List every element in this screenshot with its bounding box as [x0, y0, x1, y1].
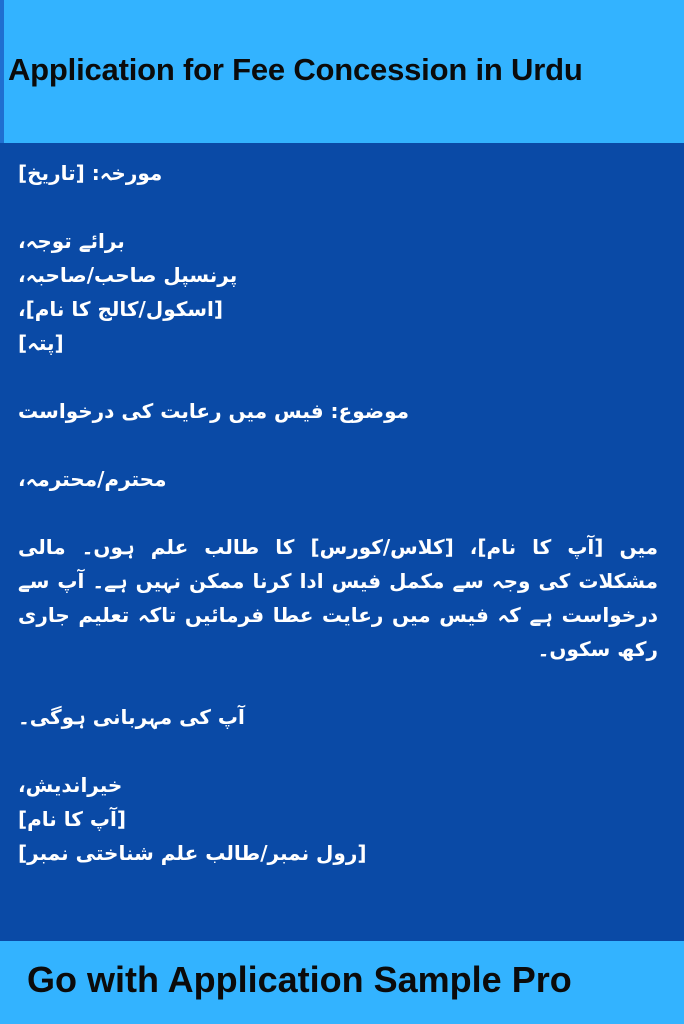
letter-subject: موضوع: فیس میں رعایت کی درخواست	[18, 399, 409, 423]
footer-tagline: Go with Application Sample Pro	[27, 959, 572, 1000]
header-edge-stripe	[0, 0, 4, 143]
spacer	[18, 360, 658, 394]
spacer	[18, 190, 658, 224]
header-banner	[0, 0, 684, 143]
letter-body: میں [آپ کا نام]، [کلاس/کورس] کا طالب علم ہوں۔ مالی مشکلات کی وجہ سے مکمل فیس ادا کرنا ممکن نہیں ہے۔ آپ سے درخواست ہے کہ فیس میں رعایت عطا فرمائیں تاکہ تعلیم جاری رکھ سکوں۔	[18, 535, 658, 661]
letter-attention: برائے توجہ،	[18, 229, 125, 253]
footer-banner	[0, 941, 684, 1024]
spacer	[18, 734, 658, 768]
letter-closing-request: آپ کی مہربانی ہوگی۔	[18, 705, 245, 729]
letter-sender-name: [آپ کا نام]	[18, 807, 126, 831]
letter-recipient-title: پرنسپل صاحب/صاحبہ،	[18, 263, 238, 287]
spacer	[18, 496, 658, 530]
page-title: Application for Fee Concession in Urdu	[8, 52, 583, 87]
letter-sign-off: خیراندیش،	[18, 773, 123, 797]
letter-date: مورخہ: [تاریخ]	[18, 161, 163, 185]
letter-sender-id: [رول نمبر/طالب علم شناختی نمبر]	[18, 841, 367, 865]
spacer	[18, 666, 658, 700]
letter-institution: [اسکول/کالج کا نام]،	[18, 297, 224, 321]
letter-greeting: محترم/محترمہ،	[18, 467, 167, 491]
letter-address: [پتہ]	[18, 331, 64, 355]
application-letter	[18, 156, 658, 870]
spacer	[18, 428, 658, 462]
